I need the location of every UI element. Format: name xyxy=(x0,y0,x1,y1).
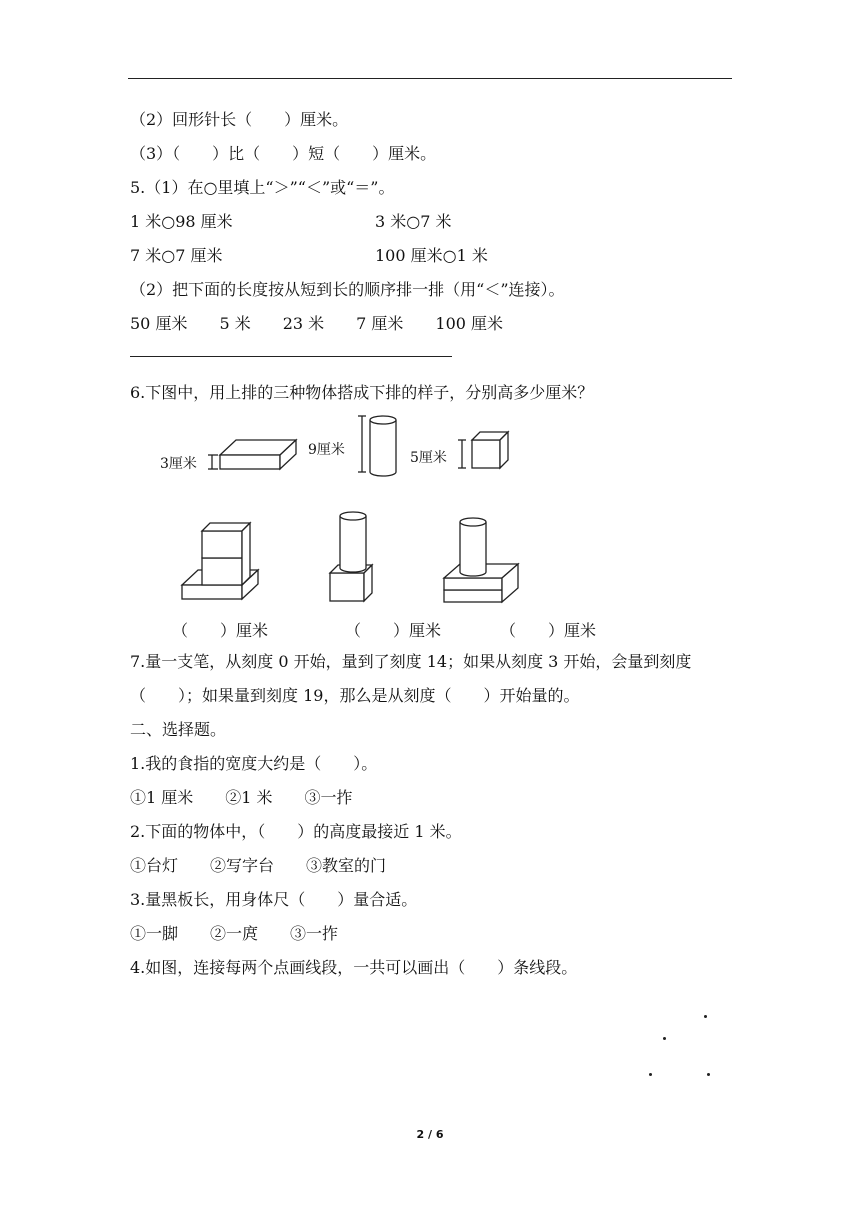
page-number: 2 / 6 xyxy=(416,1128,444,1141)
stack-1 xyxy=(182,523,258,599)
q5-compare-d: 100 厘米○1 米 xyxy=(375,246,488,265)
q7-line1: 7.量一支笔，从刻度 0 开始，量到了刻度 14；如果从刻度 3 开始，会量到刻度 xyxy=(130,652,692,671)
point xyxy=(704,1015,707,1018)
q5-compare-c: 7 米○7 厘米 xyxy=(130,246,223,265)
header-rule xyxy=(128,78,732,79)
cube-height-label: 5厘米 xyxy=(410,450,447,466)
choice-q1: 1.我的食指的宽度大约是（ ）。 xyxy=(130,754,378,773)
cylinder-height-label: 9厘米 xyxy=(308,442,345,458)
q5-length-list: 50 厘米 5 米 23 米 7 厘米 100 厘米 xyxy=(130,314,504,333)
stack-2-answer: （ ）厘米 xyxy=(345,621,442,640)
choice-q1-options: ①1 厘米 ②1 米 ③一拃 xyxy=(130,788,353,807)
cube-block xyxy=(472,432,508,468)
choice-q4: 4.如图，连接每两个点画线段，一共可以画出（ ）条线段。 xyxy=(130,958,578,977)
q5-title: 5.（1）在○里填上“＞”“＜”或“＝”。 xyxy=(130,178,395,197)
choice-q2: 2.下面的物体中，（ ）的高度最接近 1 米。 xyxy=(130,822,462,841)
q4-part2: （2）回形针长（ ）厘米。 xyxy=(130,110,349,129)
answer-line xyxy=(130,356,452,357)
choice-q2-options: ①台灯 ②写字台 ③教室的门 xyxy=(130,856,387,875)
q5-compare-a: 1 米○98 厘米 xyxy=(130,212,233,231)
slab-block xyxy=(220,440,296,469)
slab-height-label: 3厘米 xyxy=(160,456,197,472)
q7-line2: （ ）；如果量到刻度 19，那么是从刻度（ ）开始量的。 xyxy=(130,686,580,705)
q4-part3: （3）（ ）比（ ）短（ ）厘米。 xyxy=(130,144,437,163)
q5-compare-b: 3 米○7 米 xyxy=(375,212,452,231)
stack-3-answer: （ ）厘米 xyxy=(500,621,597,640)
q6-title: 6.下图中，用上排的三种物体搭成下排的样子，分别高多少厘米？ xyxy=(130,383,594,402)
block-figure xyxy=(150,410,550,610)
stack-2 xyxy=(330,512,372,601)
section-2-title: 二、选择题。 xyxy=(130,720,227,739)
choice-q3-options: ①一脚 ②一庹 ③一拃 xyxy=(130,924,339,943)
choice-q3: 3.量黑板长，用身体尺（ ）量合适。 xyxy=(130,890,418,909)
stack-3 xyxy=(444,518,518,602)
stack-1-answer: （ ）厘米 xyxy=(172,621,269,640)
q5-part2: （2）把下面的长度按从短到长的顺序排一排（用“＜”连接）。 xyxy=(130,280,565,299)
point xyxy=(663,1037,666,1040)
cylinder-block xyxy=(370,416,396,476)
point xyxy=(707,1073,710,1076)
point xyxy=(649,1073,652,1076)
